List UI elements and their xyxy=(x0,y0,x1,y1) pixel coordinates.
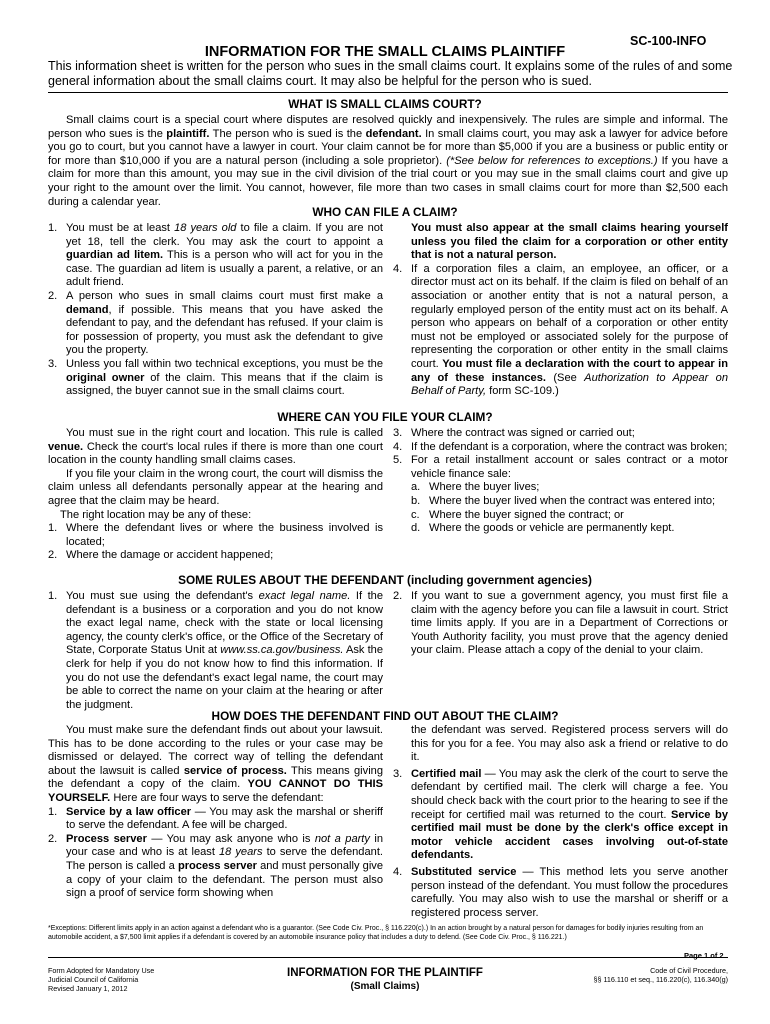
footer-right-line1: Code of Civil Procedure, xyxy=(650,966,728,975)
footer-left-line2: Judicial Council of California xyxy=(48,975,139,984)
section-heading-where: WHERE CAN YOU FILE YOUR CLAIM? xyxy=(277,410,493,424)
section-heading-rules: SOME RULES ABOUT THE DEFENDANT (including government agencies) xyxy=(178,573,592,587)
footer-divider xyxy=(48,957,728,958)
footer-right-line2: §§ 116.110 et seq., 116.220(c), 116.340(g) xyxy=(593,975,728,984)
section-heading-how: HOW DOES THE DEFENDANT FIND OUT ABOUT THE CLAIM? xyxy=(211,709,559,723)
where-left-column: You must sue in the right court and location. This rule is called venue. Check the court's local rules if there is more than one court location in the county handling small claims cases. If you file your claim in the wrong court, the court will dismiss the claim unless all defendants personally appear at the hearing and agree that the claim may be heard. The right location may be any of these: 1. Where the defendant lives or where the business involved is located; 2. Where the damage or accident happened; xyxy=(48,427,383,562)
section-heading-who: WHO CAN FILE A CLAIM? xyxy=(312,205,458,219)
page-number: Page 1 of 2 xyxy=(684,951,724,960)
exceptions-footnote: *Exceptions: Different limits apply in an action against a defendant who is a guarantor. (See Code Civ. Proc., § 116.220(c).) In an action brought by a natural person for damages for bodily injuries resulting from an automobile accident, a $7,500 limit applies if a defendant is covered by an automobile insurance policy that includes a duty to defend. (See Code Civ. Proc., § 116.221.) xyxy=(48,925,704,941)
footer-subtitle: (Small Claims) xyxy=(350,981,420,992)
who-right-column: You must also appear at the small claims hearing yourself unless you filed the claim for a corporation or other entity that is not a natural person. 4. If a corporation files a claim, an employee, an officer, or a director must act on its behalf. If the claim is filed on behalf of an association or another entity that is not a natural person, a regularly employed person of the entity must act on its behalf. A person who appears on behalf of a corporation or other entity must not be employed or associated solely for the purpose of representing the corporation or other entity in the small claims court. You must file a declaration with the court to appear in any of these instances. (See Authorization to Appear on Behalf of Party, form SC-109.) xyxy=(393,222,729,398)
intro-paragraph: This information sheet is written for the person who sues in the small claims court. It explains some of the rules of and some general information about the small claims court. It may also be helpful for the person who is sued. xyxy=(48,59,733,88)
footer-left-line3: Revised January 1, 2012 xyxy=(48,984,128,993)
what-paragraph: Small claims court is a special court where disputes are resolved quickly and inexpensively. The rules are simple and informal. The person who sues is the plaintiff. The person who is sued is the defendant. In small claims court, you may ask a lawyer for advice before you go to court, but you cannot have a lawyer in court. Your claim cannot be for more than $5,000 if you are a business or public entity or for more than $10,000 if you are a natural person (including a sole proprietor). (*See below for references to exceptions.) If you have a claim for more than this amount, you may sue in the civil division of the trial court or you may sue in the small claims court and give up your right to the amount over the limit. You cannot, however, file more than two cases in small claims court for more than $2,500 each during a calendar year. xyxy=(48,114,728,208)
who-left-column: 1. You must be at least 18 years old to file a claim. If you are not yet 18, tell the clerk. You may ask the court to appoint a guardian ad litem. This is a person who will act for you in the case. The guardian ad litem is usually a parent, a relative, or an adult friend. 2. A person who sues in small claims court must first make a demand, if possible. This means that you have asked the defendant to pay, and the defendant has refused. If your claim is for possession of property, you must ask the defendant to give you the property. 3. Unless you fall within two technical exceptions, you must be the original owner of the claim. This means that if the claim is assigned, the buyer cannot sue in the small claims court. xyxy=(48,222,383,398)
footer-title: INFORMATION FOR THE PLAINTIFF xyxy=(287,967,483,979)
page-title: INFORMATION FOR THE SMALL CLAIMS PLAINTIFF xyxy=(204,44,566,60)
how-left-column: You must make sure the defendant finds out about your lawsuit. This has to be done according to the rules or your case may be dismissed or delayed. The correct way of telling the defendant about the lawsuit is called service of process. This means giving the defendant a copy of the claim. YOU CANNOT DO THIS YOURSELF. Here are four ways to serve the defendant: 1. Service by a law officer — You may ask the marshal or sheriff to serve the defendant. A fee will be charged. 2. Process server — You may ask anyone who is not a party in your case and who is at least 18 years to serve the defendant. The person is called a process server and must personally give a copy of your claim to the defendant. The person must also sign a proof of service form showing when xyxy=(48,724,383,900)
how-right-column: the defendant was served. Registered process servers will do this for you for a fee. You may also ask a friend or relative to do it. 3. Certified mail — You may ask the clerk of the court to serve the defendant by certified mail. The clerk will charge a fee. You should check back with the court prior to the hearing to see if the receipt for certified mail was returned to the court. Service by certified mail must be done by the clerk's office except in motor vehicle accident cases involving out-of-state defendants. 4. Substituted service — This method lets you serve another person instead of the defendant. You must follow the procedures carefully. You may also wish to use the marshal or sheriff or a registered process server. xyxy=(393,724,729,919)
form-code: SC-100-INFO xyxy=(630,34,707,48)
rules-left-column: 1. You must sue using the defendant's exact legal name. If the defendant is a business or a corporation and you do not know the exact legal name, check with the state or local licensing agency, the county clerk's office, or the Office of the Secretary of State, Corporate Status Unit at www.ss.ca.gov/business. Ask the clerk for help if you do not know how to find this information. If you do not use the defendant's exact legal name, the court may be able to correct the name on your claim at the hearing or after the judgment. xyxy=(48,590,383,711)
rules-right-column: 2. If you want to sue a government agency, you must first file a claim with the agency before you can file a lawsuit in court. Strict time limits apply. If you are in a Department of Corrections or Youth Authority facility, you must prove that the agency denied your claim. Please attach a copy of the denial to your claim. xyxy=(393,590,728,657)
where-right-column: 3. Where the contract was signed or carried out; 4. If the defendant is a corporation, where the contract was broken; 5. For a retail installment account or sales contract or a motor vehicle finance sale: a. Where the buyer lives; b. Where the buyer lived when the contract was entered into; c. Where the buyer signed the contract; or d. Where the goods or vehicle are permanently kept. xyxy=(393,427,728,535)
divider xyxy=(48,92,728,93)
section-heading-what: WHAT IS SMALL CLAIMS COURT? xyxy=(288,97,482,111)
footer-left-line1: Form Adopted for Mandatory Use xyxy=(48,966,155,975)
